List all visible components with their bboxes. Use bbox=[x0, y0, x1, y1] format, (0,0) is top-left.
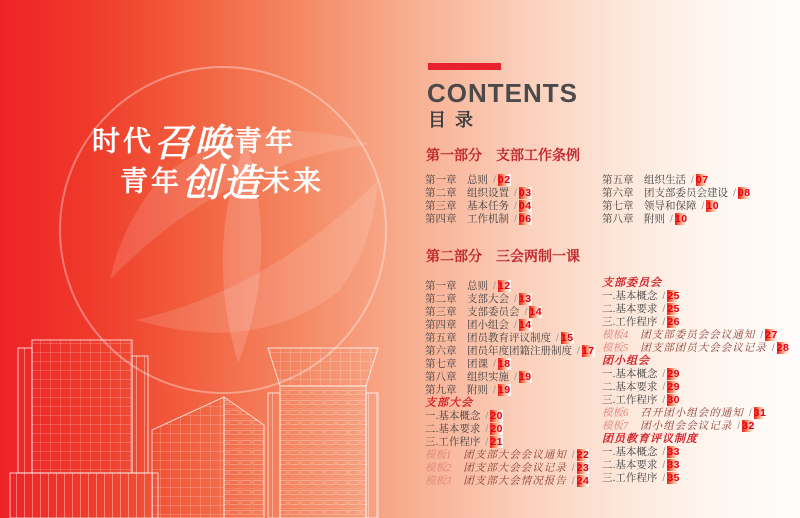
toc-page-number: 17 bbox=[581, 345, 595, 357]
toc-page-number: 31 bbox=[753, 407, 767, 419]
part2-column-1 bbox=[425, 280, 595, 488]
toc-page-number: 10 bbox=[706, 200, 720, 212]
toc-slash: / bbox=[701, 200, 705, 212]
slogan-text: 未来 bbox=[262, 165, 325, 197]
toc-template-label: 模板5 bbox=[602, 343, 629, 354]
toc-row bbox=[602, 368, 789, 381]
toc-page-number: 28 bbox=[776, 342, 790, 354]
red-divider-bar bbox=[428, 63, 501, 70]
toc-slash: / bbox=[771, 342, 775, 354]
toc-slash: / bbox=[748, 407, 752, 419]
toc-row bbox=[425, 462, 595, 475]
toc-page-number: 19 bbox=[518, 371, 532, 383]
toc-row bbox=[425, 200, 532, 213]
toc-row bbox=[602, 433, 789, 446]
toc-entry-label: 第五章 团员教育评议制度 bbox=[425, 332, 551, 344]
contents-title-zh: 目录 bbox=[428, 110, 482, 130]
toc-slash: / bbox=[514, 319, 517, 331]
toc-slash: / bbox=[691, 174, 694, 186]
toc-slash: / bbox=[571, 475, 575, 487]
toc-page-number: 32 bbox=[742, 420, 755, 432]
toc-page-number: 27 bbox=[765, 329, 778, 341]
toc-row bbox=[602, 277, 789, 290]
slogan-text: 青年 bbox=[120, 165, 183, 197]
part2-column-2 bbox=[602, 277, 789, 485]
toc-slash: / bbox=[662, 290, 666, 302]
toc-slash: / bbox=[514, 213, 517, 225]
toc-page-number: 21 bbox=[490, 436, 504, 448]
toc-row bbox=[602, 303, 789, 316]
toc-page-number: 25 bbox=[667, 303, 681, 315]
toc-row bbox=[425, 384, 595, 397]
toc-row bbox=[602, 459, 789, 472]
toc-row bbox=[602, 213, 751, 226]
toc-row bbox=[602, 290, 789, 303]
toc-row bbox=[425, 306, 595, 319]
toc-slash: / bbox=[485, 423, 489, 435]
toc-entry-label: 三.工作程序 bbox=[602, 394, 658, 406]
toc-entry-label: 第九章 附则 bbox=[425, 384, 488, 396]
toc-subheader-label: 支部大会 bbox=[425, 397, 473, 409]
toc-entry-label: 第四章 工作机制 bbox=[425, 213, 509, 225]
toc-row bbox=[425, 436, 595, 449]
toc-slash: / bbox=[662, 368, 666, 380]
toc-template-label: 模板1 bbox=[425, 450, 452, 461]
toc-entry-label: 一.基本概念 bbox=[602, 446, 658, 458]
toc-page-number: 35 bbox=[667, 472, 681, 484]
toc-row bbox=[602, 342, 789, 355]
toc-slash: / bbox=[577, 345, 580, 357]
toc-slash: / bbox=[493, 384, 496, 396]
toc-slash: / bbox=[662, 459, 666, 471]
toc-slash: / bbox=[733, 187, 736, 199]
toc-row bbox=[425, 213, 532, 226]
toc-entry-label: 三.工作程序 bbox=[425, 436, 481, 448]
toc-row bbox=[425, 332, 595, 345]
toc-page-number: 33 bbox=[667, 446, 681, 458]
toc-slash: / bbox=[514, 293, 517, 305]
toc-slash: / bbox=[493, 174, 496, 186]
toc-page-number: 15 bbox=[560, 332, 574, 344]
toc-entry-label: 一.基本概念 bbox=[425, 410, 481, 422]
toc-slash: / bbox=[514, 371, 517, 383]
toc-page-number: 23 bbox=[576, 462, 590, 474]
toc-template-label: 模板7 bbox=[602, 421, 629, 432]
slogan-line2 bbox=[120, 152, 324, 207]
toc-template-title: 召开团小组会的通知 bbox=[640, 408, 744, 419]
wireframe-buildings-icon bbox=[0, 298, 420, 518]
toc-slash: / bbox=[662, 394, 666, 406]
toc-slash: / bbox=[514, 200, 517, 212]
toc-entry-label: 第三章 基本任务 bbox=[425, 200, 509, 212]
contents-title-en: CONTENTS bbox=[427, 78, 578, 108]
toc-page-number: 26 bbox=[667, 316, 681, 328]
toc-entry-label: 二.基本要求 bbox=[602, 459, 658, 471]
toc-template-title: 团支部委员会会议通知 bbox=[640, 330, 756, 341]
toc-entry-label: 第二章 组织设置 bbox=[425, 187, 509, 199]
toc-entry-label: 第三章 支部委员会 bbox=[425, 306, 520, 318]
toc-slash: / bbox=[514, 187, 517, 199]
toc-page-number: 06 bbox=[518, 213, 532, 225]
toc-entry-label: 第二章 支部大会 bbox=[425, 293, 509, 305]
toc-slash: / bbox=[485, 410, 489, 422]
toc-slash: / bbox=[493, 280, 496, 292]
toc-row bbox=[425, 345, 595, 358]
toc-page-number: 02 bbox=[497, 174, 511, 186]
toc-page-number: 07 bbox=[695, 174, 709, 186]
toc-row bbox=[602, 174, 751, 187]
toc-page-number: 04 bbox=[518, 200, 532, 212]
toc-entry-label: 第五章 组织生活 bbox=[602, 174, 686, 186]
toc-entry-label: 一.基本概念 bbox=[602, 290, 658, 302]
toc-slash: / bbox=[485, 436, 489, 448]
toc-slash: / bbox=[493, 358, 496, 370]
toc-row bbox=[425, 371, 595, 384]
toc-subheader-label: 支部委员会 bbox=[602, 277, 662, 289]
toc-page-number: 30 bbox=[667, 394, 681, 406]
toc-slash: / bbox=[662, 303, 666, 315]
toc-slash: / bbox=[571, 462, 575, 474]
toc-page-number: 08 bbox=[737, 187, 751, 199]
toc-entry-label: 第八章 附则 bbox=[602, 213, 665, 225]
toc-page-number: 12 bbox=[497, 280, 511, 292]
toc-page-number: 20 bbox=[490, 410, 504, 422]
toc-page-number: 18 bbox=[497, 358, 511, 370]
slogan-calligraphy-text: 创造 bbox=[182, 163, 263, 205]
toc-page-number: 14 bbox=[518, 319, 532, 331]
toc-slash: / bbox=[662, 472, 666, 484]
part1-column-1 bbox=[425, 174, 532, 226]
toc-row bbox=[602, 407, 789, 420]
toc-page-number: 33 bbox=[667, 459, 681, 471]
toc-row bbox=[425, 187, 532, 200]
toc-page-number: 10 bbox=[674, 213, 688, 225]
toc-page-number: 29 bbox=[667, 368, 681, 380]
toc-template-title: 团支部大会会议通知 bbox=[463, 450, 567, 461]
toc-row bbox=[602, 446, 789, 459]
part2-heading: 第二部分 三会两制一课 bbox=[426, 250, 580, 265]
toc-page-number: 19 bbox=[497, 384, 511, 396]
toc-entry-label: 二.基本要求 bbox=[602, 381, 658, 393]
toc-entry-label: 第八章 组织实施 bbox=[425, 371, 509, 383]
toc-row bbox=[602, 316, 789, 329]
toc-page-number: 14 bbox=[529, 306, 543, 318]
toc-row bbox=[425, 449, 595, 462]
toc-row bbox=[602, 329, 789, 342]
toc-template-title: 团支部大会情况报告 bbox=[463, 476, 567, 487]
part1-column-2 bbox=[602, 174, 751, 226]
toc-slash: / bbox=[571, 449, 575, 461]
toc-slash: / bbox=[662, 316, 666, 328]
toc-row bbox=[425, 293, 595, 306]
toc-slash: / bbox=[662, 446, 666, 458]
toc-row bbox=[602, 394, 789, 407]
toc-row bbox=[425, 397, 595, 410]
toc-entry-label: 二.基本要求 bbox=[602, 303, 658, 315]
toc-row bbox=[425, 319, 595, 332]
toc-row bbox=[602, 355, 789, 368]
toc-page-number: 25 bbox=[667, 290, 681, 302]
toc-slash: / bbox=[524, 306, 528, 318]
toc-entry-label: 第六章 团员年度团籍注册制度 bbox=[425, 345, 572, 357]
toc-page-number: 20 bbox=[490, 423, 504, 435]
toc-entry-label: 第六章 团支部委员会建设 bbox=[602, 187, 728, 199]
toc-subheader-label: 团小组会 bbox=[602, 355, 650, 367]
toc-entry-label: 一.基本概念 bbox=[602, 368, 658, 380]
toc-slash: / bbox=[662, 381, 666, 393]
toc-slash: / bbox=[556, 332, 559, 344]
toc-page-number: 22 bbox=[576, 449, 590, 461]
toc-entry-label: 第一章 总则 bbox=[425, 174, 488, 186]
toc-row bbox=[602, 420, 789, 433]
toc-entry-label: 第七章 领导和保障 bbox=[602, 200, 697, 212]
toc-page-number: 24 bbox=[576, 475, 590, 487]
toc-row bbox=[602, 472, 789, 485]
toc-page-number: 29 bbox=[667, 381, 681, 393]
toc-template-title: 团小组会会议记录 bbox=[640, 421, 733, 432]
toc-slash: / bbox=[760, 329, 764, 341]
toc-template-label: 模板2 bbox=[425, 463, 452, 474]
toc-row bbox=[602, 187, 751, 200]
slogan-text: 青年 bbox=[234, 125, 297, 157]
toc-row bbox=[425, 410, 595, 423]
toc-entry-label: 三.工作程序 bbox=[602, 472, 658, 484]
toc-row bbox=[602, 200, 751, 213]
toc-template-label: 模板4 bbox=[602, 330, 629, 341]
toc-slash: / bbox=[737, 420, 741, 432]
toc-row bbox=[425, 174, 532, 187]
toc-template-label: 模板6 bbox=[602, 408, 629, 419]
toc-row bbox=[425, 358, 595, 371]
toc-row bbox=[425, 475, 595, 488]
toc-page-number: 13 bbox=[518, 293, 532, 305]
toc-row bbox=[425, 423, 595, 436]
part1-heading: 第一部分 支部工作条例 bbox=[426, 149, 580, 164]
toc-entry-label: 第一章 总则 bbox=[425, 280, 488, 292]
toc-template-title: 团支部团员大会会议记录 bbox=[640, 343, 767, 354]
toc-entry-label: 三.工作程序 bbox=[602, 316, 658, 328]
toc-slash: / bbox=[670, 213, 673, 225]
toc-page-number: 03 bbox=[518, 187, 532, 199]
slogan-text: 时代 bbox=[92, 125, 155, 157]
slogan-calligraphy-text: 召唤 bbox=[154, 123, 235, 165]
toc-template-label: 模板3 bbox=[425, 476, 452, 487]
toc-row bbox=[602, 381, 789, 394]
toc-entry-label: 第四章 团小组会 bbox=[425, 319, 509, 331]
toc-row bbox=[425, 280, 595, 293]
toc-template-title: 团支部大会会议记录 bbox=[463, 463, 567, 474]
toc-subheader-label: 团员教育评议制度 bbox=[602, 433, 698, 445]
toc-entry-label: 第七章 团课 bbox=[425, 358, 488, 370]
toc-entry-label: 二.基本要求 bbox=[425, 423, 481, 435]
